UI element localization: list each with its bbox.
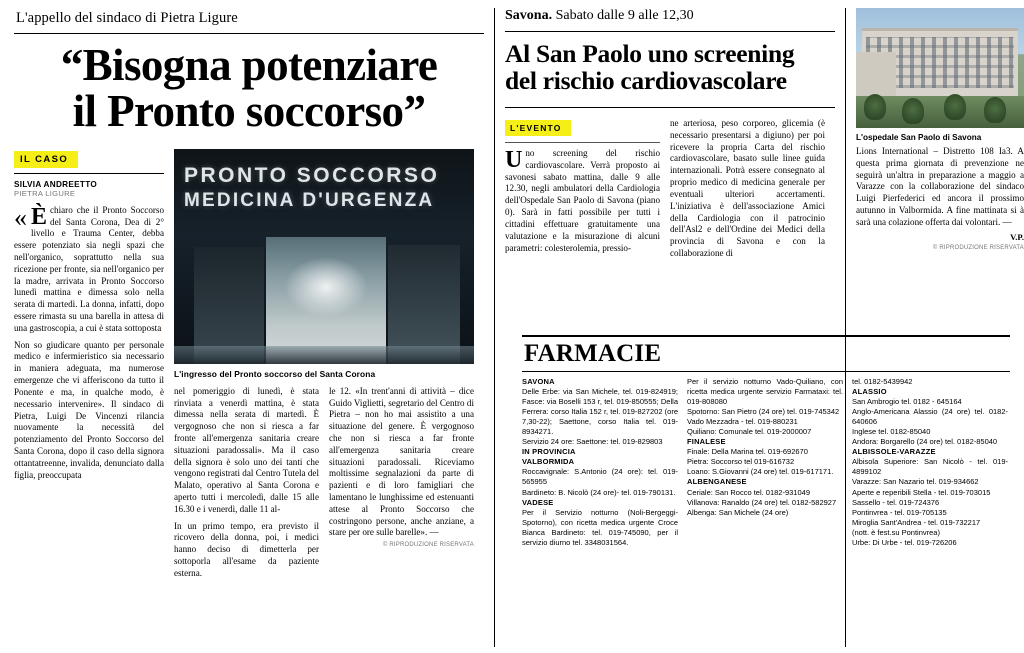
photo-floor-strip xyxy=(174,346,474,364)
tree-icon xyxy=(944,94,966,120)
left-lower-columns xyxy=(174,386,474,580)
section-tag-il-caso: IL CASO xyxy=(14,151,78,168)
farmacie-area-heading: VALBORMIDA xyxy=(522,457,575,467)
farmacie-area-heading: FINALESE xyxy=(687,437,726,447)
open-quote-glyph: « xyxy=(14,202,27,232)
farmacie-entry: Per il servizio notturno Vado-Quiliano, con ricetta medica urgente servizio Farmataxi: tel. 019-808080 xyxy=(687,377,843,407)
mid-headline-line-2: del rischio cardiovascolare xyxy=(505,66,787,96)
mid-kicker-city: Savona. xyxy=(505,8,553,23)
headline-line-2: il Pronto soccorso” xyxy=(72,86,426,137)
photo-sign-line-1: PRONTO SOCCORSO xyxy=(184,163,440,187)
farmacie-area-heading: ALBISSOLE-VARAZZE xyxy=(852,447,936,457)
farmacie-entry: Ceriale: San Rocco tel. 0182-931049 xyxy=(687,487,810,497)
farmacie-entry: tel. 0182-5439942 xyxy=(852,377,913,386)
mid-column-2 xyxy=(670,118,825,260)
farmacie-entry: Pietra: Soccorso tel 019-616732 xyxy=(687,457,795,467)
pronto-soccorso-photo xyxy=(174,149,474,364)
farmacie-column-2 xyxy=(687,377,843,548)
farmacie-section xyxy=(522,335,1010,548)
farmacie-area-heading: ALASSIO xyxy=(852,387,887,397)
farmacie-entry: Servizio 24 ore: Saettone: tel. 019-829803 xyxy=(522,437,663,447)
kicker-divider xyxy=(14,33,484,34)
right-signature: V.P. xyxy=(1010,231,1024,242)
farmacie-entry: San Ambrogio tel. 0182 - 645164 xyxy=(852,397,962,407)
farmacie-entry: Finale: Della Marina tel. 019-692670 xyxy=(687,447,808,457)
mid-drop-cap: U xyxy=(505,147,523,174)
farmacie-entry: Vado Mezzadra - tel. 019-880231 xyxy=(687,417,798,427)
column-divider-2 xyxy=(845,8,846,647)
farmacie-entry: Andora: Borgarello (24 ore) tel. 0182-85040 xyxy=(852,437,998,447)
left-col3-text: le 12. «In trent'anni di attività – dice Guido Viglietti, segretario del Centro di Pietra – non ho mai assistito a una situazione del genere. È vergognoso che non si riesca a far fronte all'emergenza sanitaria creare situazioni paradossali. Riceviamo moltissime segnalazioni da parte di pazienti e di loro famigliari che lamentano le lunghissime ed estenuanti attese al Pronto Soccorso che costringono persone, anche anziane, a stare per ore sulle barelle». — xyxy=(329,385,474,538)
farmacie-entry: Loano: S.Giovanni (24 ore) tel. 019-617171. xyxy=(687,467,834,477)
column-divider-1 xyxy=(494,8,495,647)
farmacie-columns xyxy=(522,377,1010,548)
hospital-photo xyxy=(856,8,1024,128)
headline-line-1: “Bisogna potenziare xyxy=(60,40,438,90)
farmacie-entry: Quiliano: Comunale tel. 019-2000007 xyxy=(687,427,812,437)
left-column-2 xyxy=(174,386,319,580)
drop-cap: È xyxy=(31,203,48,230)
mid-headline-divider xyxy=(505,107,835,108)
mid-copyright: © RIPRODUZIONE RISERVATA xyxy=(932,244,1024,251)
left-col1-text xyxy=(14,202,164,482)
left-column-1 xyxy=(14,149,164,647)
photo-sign-line-2: MEDICINA D'URGENZA xyxy=(184,189,435,211)
photo-light-glow xyxy=(284,257,368,317)
left-kicker: L'appello del sindaco di Pietra Ligure xyxy=(16,10,238,26)
mid-col1-text xyxy=(505,148,660,254)
tree-icon xyxy=(902,98,924,124)
tree-icon xyxy=(864,94,886,120)
tree-icon xyxy=(984,97,1006,123)
mid-headline-line-1: Al San Paolo uno screening xyxy=(505,39,795,68)
farmacie-entry: Villanova: Ranaldo (24 ore) tel. 0182-582927 xyxy=(687,497,837,507)
left-col2-para2: In un primo tempo, era previsto il ricovero della donna, poi, i medici hanno deciso di dimetterla per sottoporla all'esame da paziente esterna. xyxy=(174,520,319,578)
mid-kicker-divider xyxy=(505,31,835,32)
left-headline xyxy=(14,42,484,135)
byline-author: SILVIA ANDREETTO xyxy=(14,179,98,189)
photo-sign xyxy=(184,163,464,213)
right-text: Lions International – Distretto 108 Ia3. A questa prima giornata di prevenzione ne seguirà un'altra in preparazione a maggio a Varazze con la collaborazione del sindaco Luigi Pierfederici ed ancora il prossimo autunno in Valbormida. A fine mattinata si à sarà una colazione offerta dai volontari. — xyxy=(856,146,1024,227)
left-copyright: © RIPRODUZIONE RISERVATA xyxy=(382,542,474,549)
mid-body xyxy=(505,118,835,260)
farmacie-entry: Albisola Superiore: San Nicolò - tel. 019-4899102 xyxy=(852,457,1008,477)
section-tag-levento: L'EVENTO xyxy=(505,120,571,136)
farmacie-entry: Delle Erbe: via San Michele, tel. 019-824919; Fasce: via Boselli 153 r, tel. 019-850555; Della Ferrera: corso Italia 152 r, tel. 019-827202 (ore 7,30-22); Saettone, corso Italia tel. 019-8934271. xyxy=(522,387,678,437)
left-article xyxy=(14,8,484,647)
farmacie-entry: Inglese tel. 0182-85040 xyxy=(852,427,931,437)
farmacie-bottom-rule xyxy=(522,371,1010,372)
right-photo-caption: L'ospedale San Paolo di Savona xyxy=(856,133,982,142)
farmacie-entry: Miroglia Sant'Andrea - tel. 019-732217 xyxy=(852,517,981,527)
farmacie-entry: Albenga: San Michele (24 ore) xyxy=(687,507,789,517)
byline-location: PIETRA LIGURE xyxy=(14,188,76,198)
farmacie-entry: Urbe: Di Urbe - tel. 019-726206 xyxy=(852,537,957,547)
farmacie-entry: Spotorno: San Pietro (24 ore) tel. 019-745342 xyxy=(687,407,840,417)
left-photo-caption: L'ingresso del Pronto soccorso del Santa Corona xyxy=(174,368,376,379)
mid-kicker-time: Sabato dalle 9 alle 12,30 xyxy=(552,8,694,23)
farmacie-top-rule xyxy=(522,335,1010,337)
mid-kicker xyxy=(505,8,835,24)
left-col1-para1: chiaro che il Pronto Soccorso del Santa Corona, Dea di 2° livello e Trauma Center, debba essere potenziato sia negli spazi che nell'organico, soprattutto nella sua ricezione per fronte, sia nell'organico per la madre, arrivata in Pronto Soccorso lunedì mattina e dimessa solo nella serata di martedì. La donna, infatti, dopo essere rimasta su una barella in attesa di una gastroscopia, a cui è stata sottoposta xyxy=(14,204,164,333)
left-column-3 xyxy=(329,386,474,580)
left-body xyxy=(14,149,484,647)
mid-column-1 xyxy=(505,118,660,260)
farmacie-column-1 xyxy=(522,377,678,548)
farmacie-title: FARMACIE xyxy=(524,340,662,367)
farmacie-entry: Per il Servizio notturno (Noli-Bergeggi-Spotorno), con ricetta medica urgente Croce Bianca Bardineto: tel. 019-745090, per il servizio diurno tel. 3348031564. xyxy=(522,507,678,547)
farmacie-entry: Sassello - tel. 019-724376 xyxy=(852,497,940,507)
mid-tag-divider xyxy=(505,142,660,143)
left-col2-text xyxy=(174,386,319,580)
farmacie-area-heading: IN PROVINCIA xyxy=(522,447,576,457)
mid-col1-para: no screening del rischio cardiovascolare. Verrà proposto ai savonesi sabato mattina, dalle 9 alle 12.30, negli ambulatori della Cardiologia dell'Ospedale San Paolo di Savona (piano 0). Sarà in fatti possibile per tutti i cittadini effettuare gratuitamente una valutazione e la misurazione di alcuni parametri: colesterolemia, pressio- xyxy=(505,148,660,253)
farmacie-area-heading: SAVONA xyxy=(522,377,555,386)
mid-col2-text: ne arteriosa, peso corporeo, glicemia (è necessario presentarsi a digiuno) per poi ricevere la propria Carta del rischio cardiovascolare, basato sulle linee guida internazionali. Potrà essere consegnato al proprio medico di medicina generale per eventuali ulteriori accertamenti. L'iniziativa è dell'associazione Amici della Cardiologia con il patrocinio dell'Asl2 e dell'Ordine dei Medici della provincia di Savona e con la collaborazione di xyxy=(670,118,825,258)
farmacie-area-heading: ALBENGANESE xyxy=(687,477,747,487)
farmacie-entry: Anglo-Americana Alassio (24 ore) tel. 0182-640606 xyxy=(852,407,1008,427)
farmacie-entry: Varazze: San Nazario tel. 019-934662 xyxy=(852,477,979,487)
farmacie-entry: Bardineto: B. Nicolò (24 ore)- tel. 019-790131. xyxy=(522,487,676,497)
farmacie-area-heading: VADESE xyxy=(522,497,554,507)
farmacie-column-3 xyxy=(852,377,1008,548)
farmacie-entry: (nott. è fest.su Pontinvrea) xyxy=(852,527,940,537)
left-col2-para1: nel pomeriggio di lunedì, è stata rinviata a venerdì mattina, è stata dimessa nella serata di martedì. È vergognoso che non si riesca a far fronte all'emergenza sanitaria creare situazioni paradossali». Ma il caso della signora è solo uno dei tanti che vengono registrati dal Centro Tutela del Malato, operativo al Santa Corona e aperto tutti i mercoledì, dalle 15 alle 16.30 e i venerdì, dalle 11 al- xyxy=(174,385,319,514)
farmacie-entry: Aperte e reperibili Stella - tel. 019-703015 xyxy=(852,487,991,497)
farmacie-entry: Roccavignale: S.Antonio (24 ore): tel. 019-565955 xyxy=(522,467,678,487)
farmacie-entry: Pontinvrea - tel. 019-705135 xyxy=(852,507,947,517)
left-photo-block xyxy=(174,149,474,647)
left-col1-para2: Non so giudicare quanto per personale medico e infermieristico sia necessario in maniera adeguata, ma numerose emergenze che vi afferiscono da tutto il Ponente e ma, in qualche modo, è necessario intervenire». Il sindaco di Pietra, Luigi De Vincenzi rilancia nuovamente la necessità del potenziamento del Pronto Soccorso del Santa Corona, dopo il caso della signora ottantatreenne, invalida, denunciato dalla figlia, preoccupata xyxy=(14,339,164,480)
hospital-wing xyxy=(856,52,896,98)
mid-headline xyxy=(505,40,835,94)
mid-article xyxy=(505,8,835,647)
right-column xyxy=(856,8,1024,647)
tag-divider xyxy=(14,173,164,174)
